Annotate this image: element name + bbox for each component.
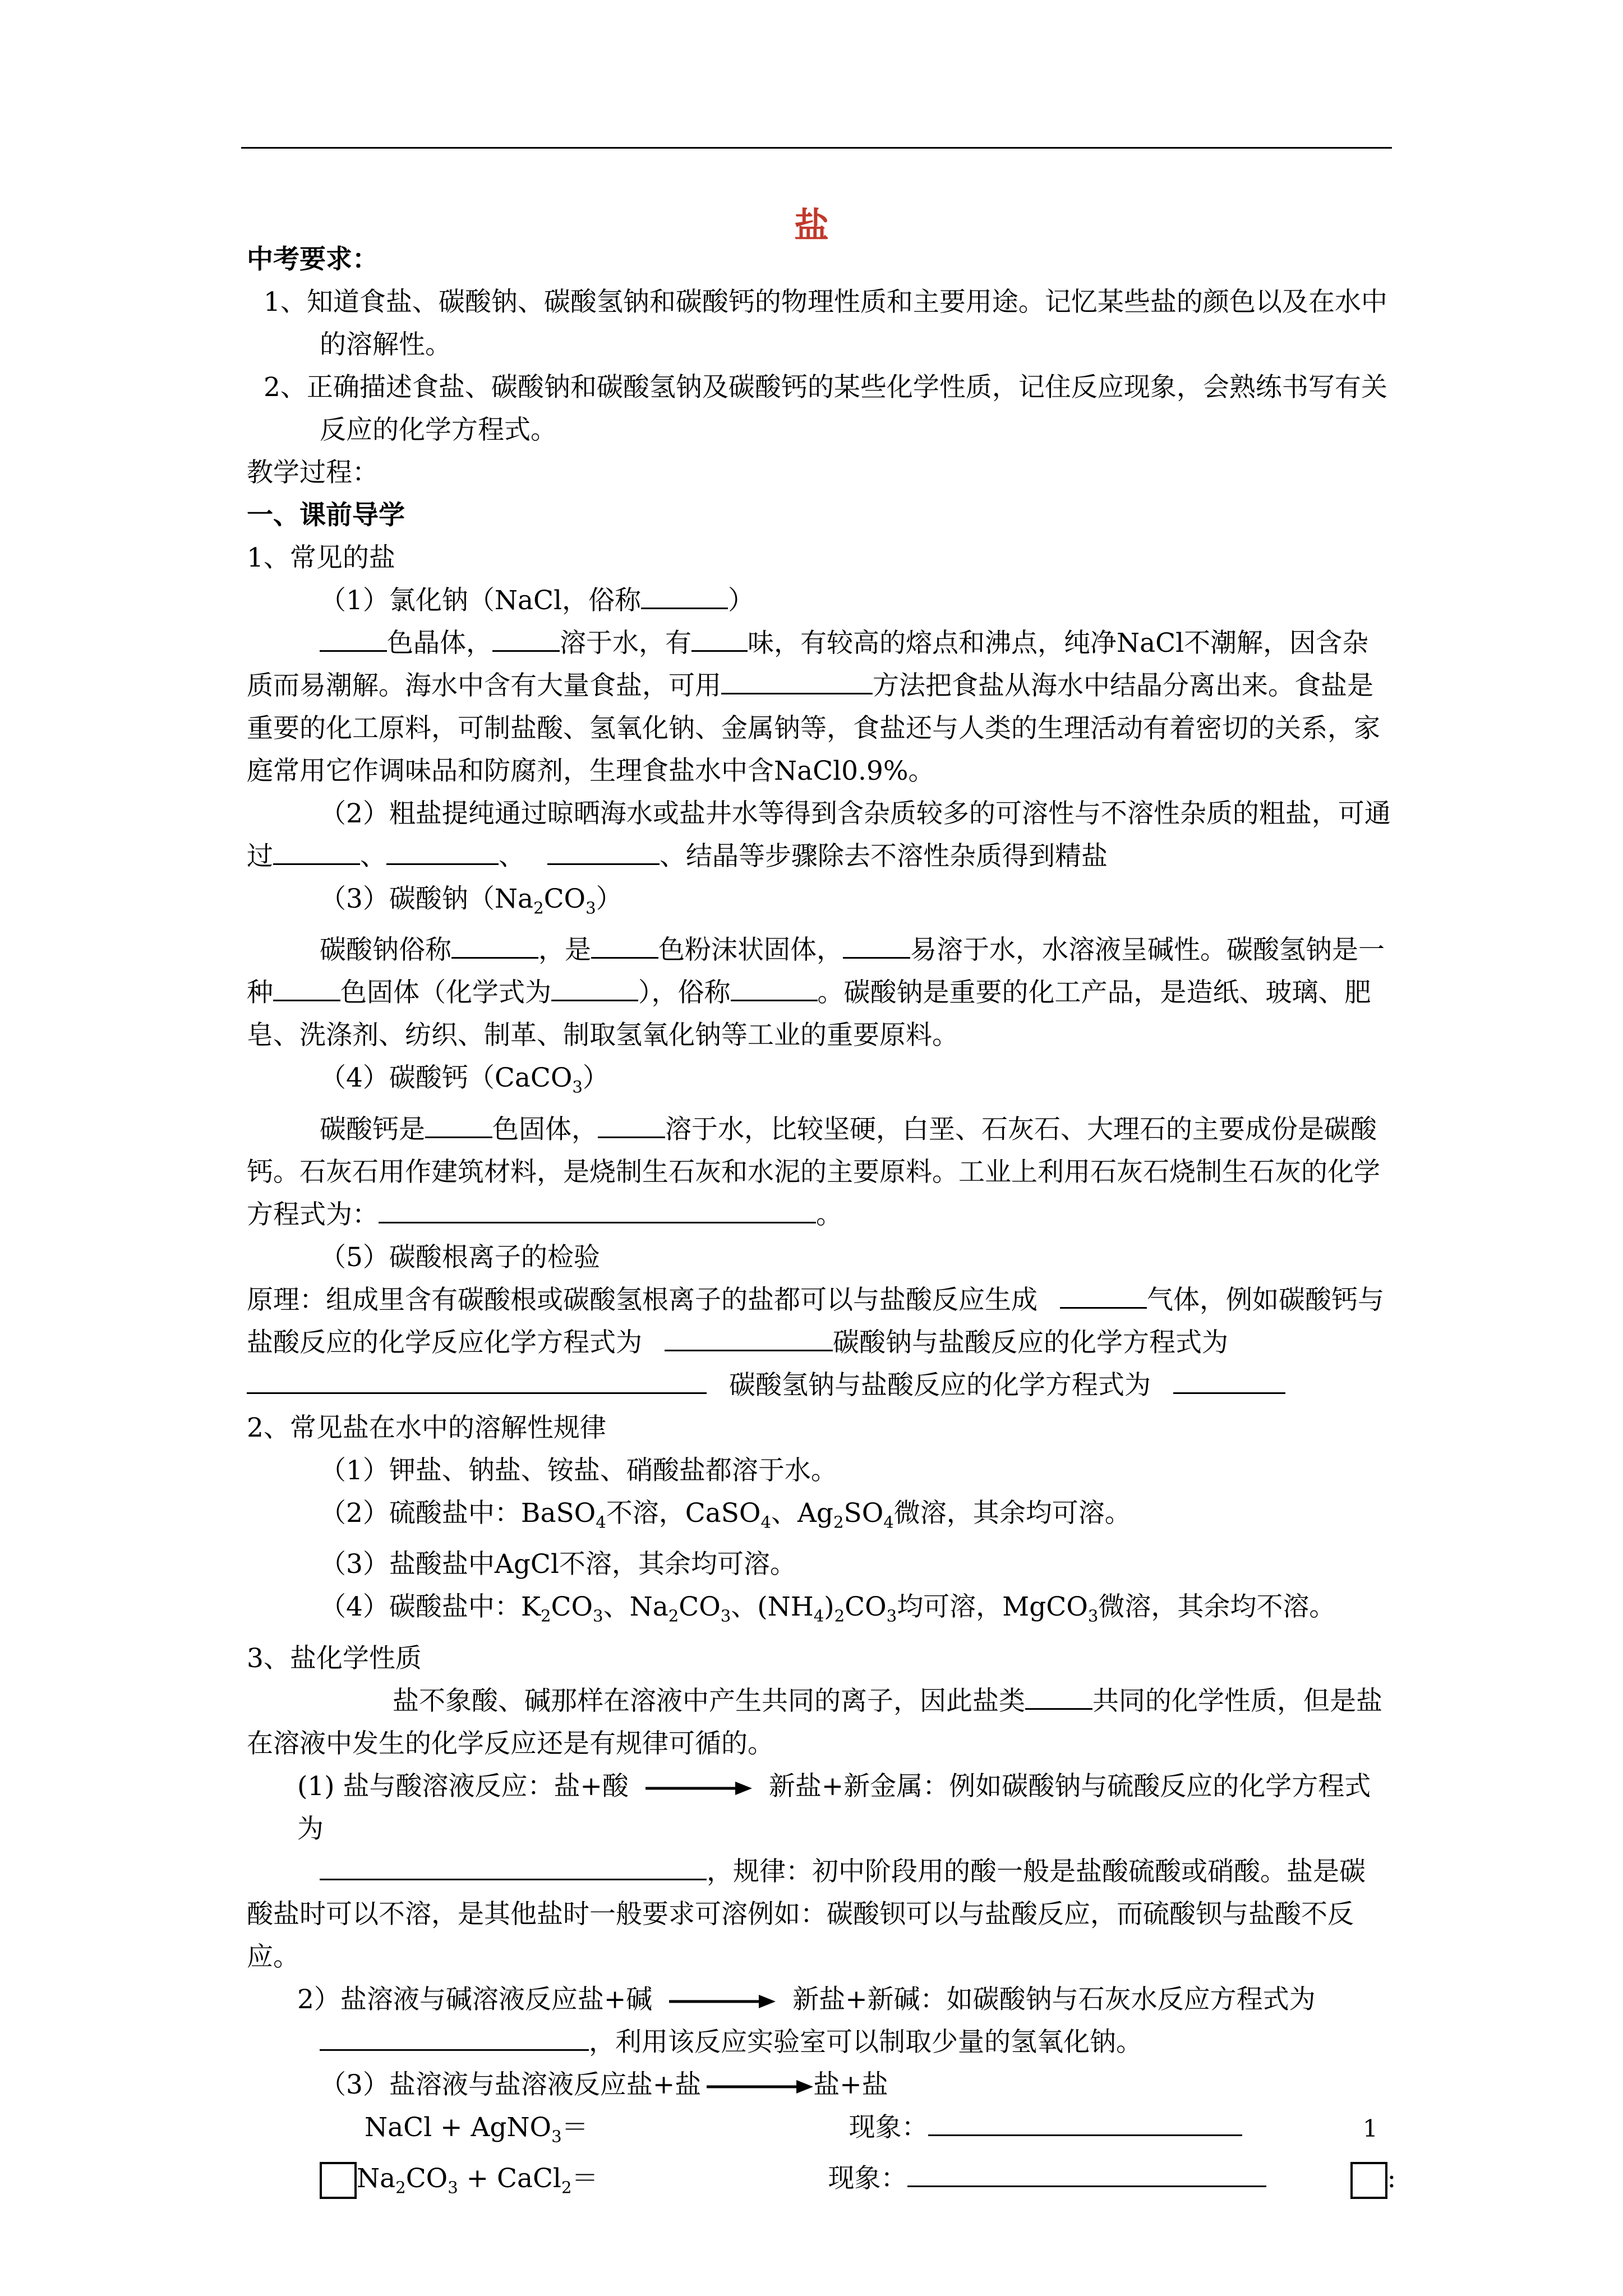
- solubility-rule-4: （4）碳酸盐中：$K_2CO_3$、$Na_2CO_3$、$(NH_4)_2CO_3$均可溶，MgCO$_3$微溶，其余均不溶。: [320, 1591, 1336, 1626]
- solubility-heading: 2、常见盐在水中的溶解性规律: [247, 1412, 606, 1443]
- na2co3-paragraph: 碳酸钠俗称 ，是 色粉沫状固体， 易溶于水，水溶液呈碱性。碳酸氢钠是一种 色固体（化学式为 ），俗称 。碳酸钠是重要的化工产品，是造纸、玻璃、肥皂、洗涤剂、纺织、制革、制取氢氧化钠等工业的重要原料。: [247, 929, 1391, 1057]
- salt-base-rule: ，利用该反应实验室可以制取少量的氢氧化钠。: [247, 2021, 1391, 2064]
- blank[interactable]: [425, 1112, 492, 1138]
- common-salts-heading: 1、常见的盐: [247, 542, 395, 573]
- blank[interactable]: [641, 584, 728, 609]
- caco3-heading: （4）碳酸钙（CaCO$_3$）: [320, 1062, 609, 1097]
- blank[interactable]: [1025, 1684, 1092, 1709]
- chemical-properties-intro: 盐不象酸、碱那样在溶液中产生共同的离子，因此盐类 共同的化学性质，但是盐在溶液中发生的化学反应还是有规律可循的。: [247, 1680, 1391, 1765]
- reaction-arrow-icon: [707, 2078, 813, 2095]
- header-rule: [241, 147, 1392, 149]
- solubility-rule-2: （2）硫酸盐中：BaSO$_4$不溶，CaSO$_4$、$Ag_2SO_4$微溶，其余均可溶。: [320, 1497, 1131, 1532]
- solubility-rule-3: （3）盐酸盐中AgCl不溶，其余均可溶。: [320, 1549, 796, 1580]
- requirement-2: 2、正确描述食盐、碳酸钠和碳酸氢钠及碳酸钙的某些化学性质，记住反应现象，会熟练书写有关反应的化学方程式。: [264, 372, 1387, 445]
- equation-nacl-agno3: NaCl + AgNO$_3$＝ 现象：: [247, 2106, 1391, 2157]
- carbonate-test-heading: （5）碳酸根离子的检验: [320, 1241, 600, 1273]
- blank[interactable]: [691, 627, 748, 652]
- blank[interactable]: [598, 1112, 665, 1138]
- blank[interactable]: [273, 840, 360, 865]
- page-title: 盐: [794, 205, 829, 246]
- checkbox-icon[interactable]: [320, 2162, 357, 2199]
- blank[interactable]: [731, 976, 818, 1001]
- blank[interactable]: [379, 1198, 816, 1223]
- chemical-properties-heading: 3、盐化学性质: [247, 1642, 422, 1674]
- reaction-arrow-icon: [669, 1993, 776, 2010]
- section-heading: 一、课前导学: [247, 500, 405, 531]
- blank[interactable]: [1060, 1283, 1147, 1308]
- blank[interactable]: [665, 1326, 833, 1351]
- checkbox-icon[interactable]: [1350, 2162, 1387, 2199]
- blank[interactable]: [907, 2162, 1266, 2187]
- blank[interactable]: [320, 627, 387, 652]
- teaching-process: 教学过程：: [247, 457, 379, 488]
- blank[interactable]: [547, 840, 660, 865]
- equation-na2co3-cacl2: $Na_2CO_3$ + CaCl$_2$＝ 现象： :: [247, 2157, 1391, 2208]
- salt-base-reaction: 2）盐溶液与碱溶液反应盐+碱 新盐+新碱：如碳酸钠与石灰水反应方程式为: [297, 1984, 1316, 2015]
- blank[interactable]: [273, 976, 340, 1001]
- blank[interactable]: [721, 669, 873, 694]
- crude-salt-paragraph: （2）粗盐提纯通过晾晒海水或盐井水等得到含杂质较多的可溶性与不溶性杂质的粗盐，可通过 、 、 、结晶等步骤除去不溶性杂质得到精盐: [247, 798, 1391, 872]
- blank[interactable]: [247, 1368, 707, 1393]
- blank[interactable]: [591, 933, 658, 959]
- reaction-arrow-icon: [645, 1780, 752, 1797]
- requirements-heading: 中考要求：: [247, 244, 379, 275]
- requirement-1: 1、知道食盐、碳酸钠、碳酸氢钠和碳酸钙的物理性质和主要用途。记忆某些盐的颜色以及在水中的溶解性。: [264, 287, 1387, 360]
- blank[interactable]: [492, 627, 560, 652]
- blank[interactable]: [928, 2110, 1242, 2136]
- page-number: 1: [1363, 2115, 1378, 2142]
- blank[interactable]: [451, 933, 538, 959]
- salt-acid-reaction: (1) 盐与酸溶液反应：盐+酸 新盐+新金属：例如碳酸钠与硫酸反应的化学方程式为: [297, 1770, 1371, 1844]
- blank[interactable]: [843, 933, 910, 959]
- nacl-heading: （1）氯化钠（NaCl，俗称 ）: [247, 579, 1391, 622]
- carbonate-test-paragraph: 原理：组成里含有碳酸根或碳酸氢根离子的盐都可以与盐酸反应生成 气体，例如碳酸钙与盐酸反应的化学反应化学方程式为 碳酸钠与盐酸反应的化学方程式为碳酸氢钠与盐酸反应的化学方程式为: [247, 1279, 1391, 1407]
- caco3-paragraph: 碳酸钙是 色固体， 溶于水，比较坚硬，白垩、石灰石、大理石的主要成份是碳酸钙。石灰石用作建筑材料，是烧制生石灰和水泥的主要原料。工业上利用石灰石烧制生石灰的化学方程式为： 。: [247, 1108, 1391, 1236]
- na2co3-heading: （3）碳酸钠$(Na_2CO_3)$: [320, 884, 623, 918]
- salt-salt-reaction: （3）盐溶液与盐溶液反应盐+盐 盐+盐: [320, 2069, 888, 2100]
- blank[interactable]: [320, 2025, 589, 2050]
- blank[interactable]: [551, 976, 638, 1001]
- solubility-rule-1: （1）钾盐、钠盐、铵盐、硝酸盐都溶于水。: [320, 1455, 837, 1486]
- document-body: [247, 238, 1396, 2208]
- salt-acid-rule: ，规律：初中阶段用的酸一般是盐酸硫酸或硝酸。盐是碳酸盐时可以不溶，是其他盐时一般要求可溶例如：碳酸钡可以与盐酸反应，而硫酸钡与盐酸不反应。: [247, 1851, 1391, 1978]
- blank[interactable]: [320, 1855, 707, 1880]
- blank[interactable]: [1173, 1368, 1285, 1393]
- blank[interactable]: [386, 840, 499, 865]
- nacl-paragraph: 色晶体， 溶于水，有 味，有较高的熔点和沸点，纯净NaCl不潮解，因含杂质而易潮解。海水中含有大量食盐，可用 方法把食盐从海水中结晶分离出来。食盐是重要的化工原料，可制盐酸、氢氧化钠、金属钠等，食盐还与人类的生理活动有着密切的关系，家庭常用它作调味品和防腐剂，生理食盐水中含NaCl0.9%。: [247, 622, 1391, 793]
